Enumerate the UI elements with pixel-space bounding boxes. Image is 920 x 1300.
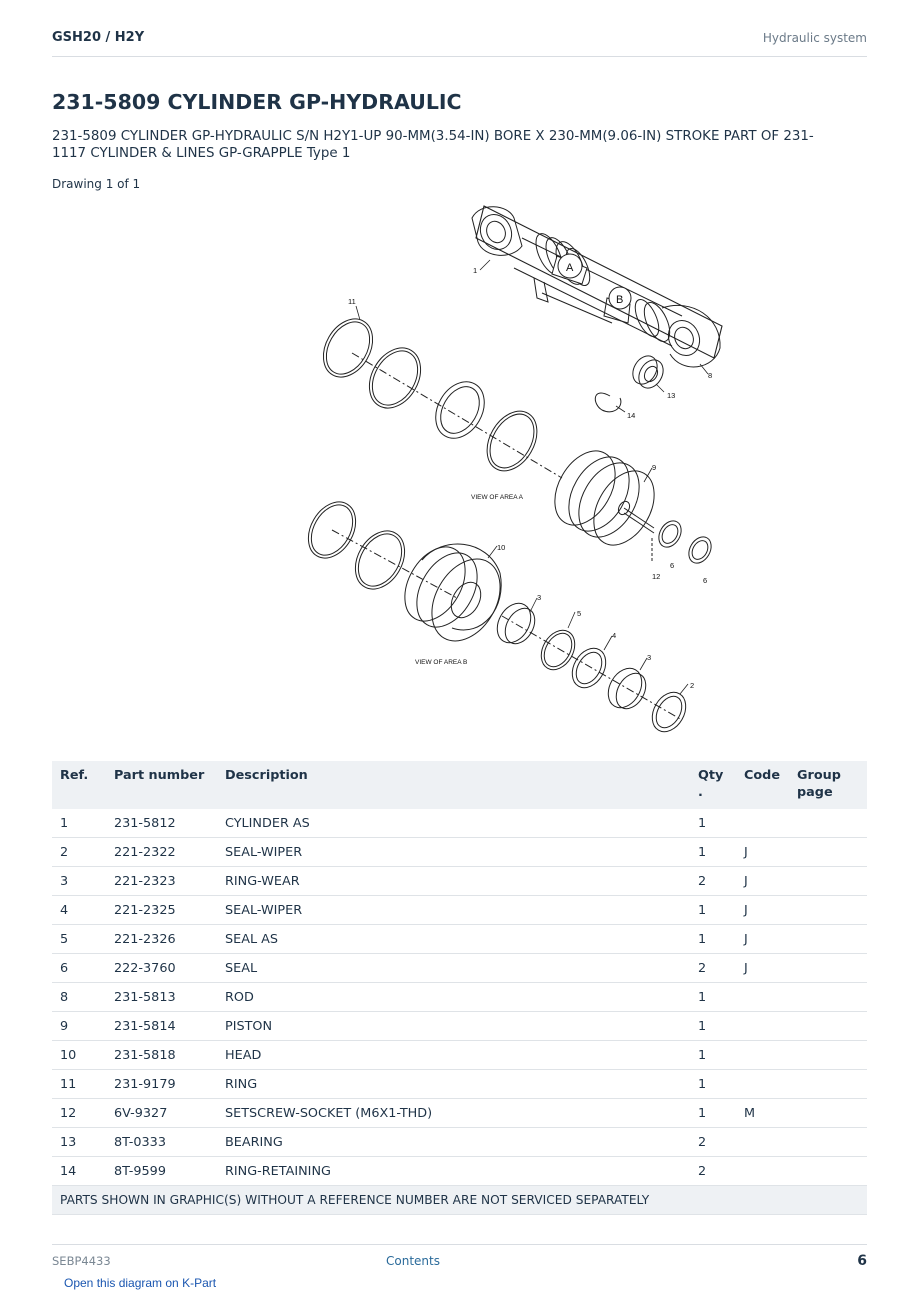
- header-qty: Qty .: [690, 761, 736, 809]
- table-row: [52, 1041, 867, 1070]
- cell-part-number: 231-5812: [106, 809, 217, 838]
- cell-group-page: [789, 1070, 867, 1099]
- header-part-number: Part number: [106, 761, 217, 809]
- cell-qty: 2: [690, 1128, 736, 1157]
- cell-code: [736, 1012, 789, 1041]
- table-row: [52, 1099, 867, 1128]
- callout-4: 4: [612, 631, 617, 640]
- cell-part-number: 231-5813: [106, 983, 217, 1012]
- cell-code: [736, 1128, 789, 1157]
- cell-code: [736, 1070, 789, 1099]
- table-note: PARTS SHOWN IN GRAPHIC(S) WITHOUT A REFERENCE NUMBER ARE NOT SERVICED SEPARATELY: [52, 1186, 867, 1215]
- cell-ref: 12: [52, 1099, 106, 1128]
- cell-description: PISTON: [217, 1012, 690, 1041]
- cell-qty: 1: [690, 896, 736, 925]
- cell-group-page: [789, 896, 867, 925]
- callout-12: 12: [652, 572, 661, 581]
- cell-ref: 10: [52, 1041, 106, 1070]
- cell-ref: 13: [52, 1128, 106, 1157]
- cell-part-number: 221-2326: [106, 925, 217, 954]
- area-a-marker: A: [566, 262, 574, 274]
- header-code: Code: [736, 761, 789, 809]
- callout-6b: 6: [703, 576, 708, 585]
- table-row: [52, 925, 867, 954]
- callout-leaders: [356, 260, 708, 694]
- cell-code: [736, 1041, 789, 1070]
- cell-code: [736, 983, 789, 1012]
- table-note-row: [52, 1186, 867, 1215]
- callout-14: 14: [627, 411, 636, 420]
- callout-10: 10: [497, 543, 506, 552]
- callout-8: 8: [708, 371, 713, 380]
- page-subtitle: 231-5809 CYLINDER GP-HYDRAULIC S/N H2Y1-UP 90-MM(3.54-IN) BORE X 230-MM(9.06-IN) STROKE PART OF 231-1117 CYLINDER & LINES GP-GRAPPLE Type 1: [52, 129, 814, 161]
- cell-ref: 9: [52, 1012, 106, 1041]
- table-row: [52, 954, 867, 983]
- cell-qty: 2: [690, 954, 736, 983]
- drawing-label: Drawing 1 of 1: [52, 177, 141, 191]
- cell-ref: 2: [52, 838, 106, 867]
- cell-part-number: 8T-9599: [106, 1157, 217, 1186]
- cell-description: RING-WEAR: [217, 867, 690, 896]
- cell-ref: 8: [52, 983, 106, 1012]
- cell-qty: 1: [690, 1012, 736, 1041]
- table-row: [52, 896, 867, 925]
- area-b-marker: B: [616, 294, 624, 306]
- cell-qty: 1: [690, 925, 736, 954]
- cell-qty: 1: [690, 1070, 736, 1099]
- parts-table: [52, 761, 867, 1215]
- cell-qty: 1: [690, 809, 736, 838]
- cell-qty: 2: [690, 1157, 736, 1186]
- cell-code: J: [736, 925, 789, 954]
- cell-ref: 4: [52, 896, 106, 925]
- header-group-page: Group page: [789, 761, 867, 809]
- cell-group-page: [789, 1041, 867, 1070]
- view-area-b-label: VIEW OF AREA B: [415, 659, 468, 666]
- cell-part-number: 8T-0333: [106, 1128, 217, 1157]
- cell-part-number: 6V-9327: [106, 1099, 217, 1128]
- table-row: [52, 1070, 867, 1099]
- cylinder-body-drawing: [472, 206, 722, 367]
- cell-part-number: 231-5818: [106, 1041, 217, 1070]
- table-row: [52, 838, 867, 867]
- cell-part-number: 221-2323: [106, 867, 217, 896]
- callout-9: 9: [652, 463, 657, 472]
- cell-qty: 1: [690, 1099, 736, 1128]
- cell-qty: 2: [690, 867, 736, 896]
- cell-code: J: [736, 867, 789, 896]
- cell-group-page: [789, 838, 867, 867]
- area-b-rings-drawing: [299, 494, 693, 738]
- callout-13: 13: [667, 391, 676, 400]
- cell-group-page: [789, 1012, 867, 1041]
- cell-group-page: [789, 867, 867, 896]
- cell-description: SEAL AS: [217, 925, 690, 954]
- callout-6a: 6: [670, 561, 675, 570]
- table-row: [52, 983, 867, 1012]
- model-label: GSH20 / H2Y: [52, 30, 145, 45]
- cell-code: [736, 809, 789, 838]
- cell-group-page: [789, 983, 867, 1012]
- cell-ref: 1: [52, 809, 106, 838]
- cell-part-number: 222-3760: [106, 954, 217, 983]
- cell-group-page: [789, 1128, 867, 1157]
- cell-part-number: 231-5814: [106, 1012, 217, 1041]
- table-row: [52, 867, 867, 896]
- section-label: Hydraulic system: [762, 31, 867, 45]
- page-number: 6: [857, 1253, 867, 1269]
- cell-group-page: [789, 925, 867, 954]
- cell-ref: 3: [52, 867, 106, 896]
- cell-description: ROD: [217, 983, 690, 1012]
- parts-diagram: [252, 198, 713, 743]
- cell-description: SETSCREW-SOCKET (M6X1-THD): [217, 1099, 690, 1128]
- callout-3a: 3: [537, 593, 542, 602]
- callout-3b: 3: [647, 653, 652, 662]
- area-a-rings-drawing: [313, 310, 715, 567]
- cell-code: J: [736, 954, 789, 983]
- table-row: [52, 809, 867, 838]
- document-id: SEBP4433: [52, 1254, 111, 1268]
- cell-code: M: [736, 1099, 789, 1128]
- cell-description: SEAL-WIPER: [217, 838, 690, 867]
- callout-5: 5: [577, 609, 582, 618]
- cell-ref: 5: [52, 925, 106, 954]
- cell-part-number: 221-2325: [106, 896, 217, 925]
- cell-description: SEAL-WIPER: [217, 896, 690, 925]
- table-row: [52, 1012, 867, 1041]
- callout-1: 1: [473, 266, 478, 275]
- cell-description: SEAL: [217, 954, 690, 983]
- parts-table-body: [52, 809, 867, 1215]
- header-ref: Ref.: [52, 761, 106, 809]
- cell-group-page: [789, 1157, 867, 1186]
- page-footer: [52, 1244, 867, 1275]
- cell-code: [736, 1157, 789, 1186]
- cell-ref: 11: [52, 1070, 106, 1099]
- contents-link[interactable]: Contents: [386, 1254, 440, 1268]
- callout-11: 11: [348, 297, 356, 306]
- callout-2: 2: [690, 681, 695, 690]
- cell-description: RING: [217, 1070, 690, 1099]
- cell-code: J: [736, 896, 789, 925]
- cell-description: HEAD: [217, 1041, 690, 1070]
- page-header: [52, 28, 867, 57]
- cell-description: RING-RETAINING: [217, 1157, 690, 1186]
- cell-qty: 1: [690, 983, 736, 1012]
- table-row: [52, 1128, 867, 1157]
- cell-code: J: [736, 838, 789, 867]
- cell-ref: 14: [52, 1157, 106, 1186]
- cell-description: CYLINDER AS: [217, 809, 690, 838]
- table-row: [52, 1157, 867, 1186]
- cell-group-page: [789, 1099, 867, 1128]
- cell-part-number: 221-2322: [106, 838, 217, 867]
- cell-group-page: [789, 954, 867, 983]
- parts-table-header: [52, 761, 867, 809]
- cell-ref: 6: [52, 954, 106, 983]
- view-area-a-label: VIEW OF AREA A: [471, 494, 524, 501]
- cell-qty: 1: [690, 1041, 736, 1070]
- cell-group-page: [789, 809, 867, 838]
- header-description: Description: [217, 761, 690, 809]
- cell-part-number: 231-9179: [106, 1070, 217, 1099]
- cell-qty: 1: [690, 838, 736, 867]
- page-title: 231-5809 CYLINDER GP-HYDRAULIC: [52, 90, 462, 114]
- open-kpart-link[interactable]: Open this diagram on K-Part: [64, 1276, 217, 1290]
- cell-description: BEARING: [217, 1128, 690, 1157]
